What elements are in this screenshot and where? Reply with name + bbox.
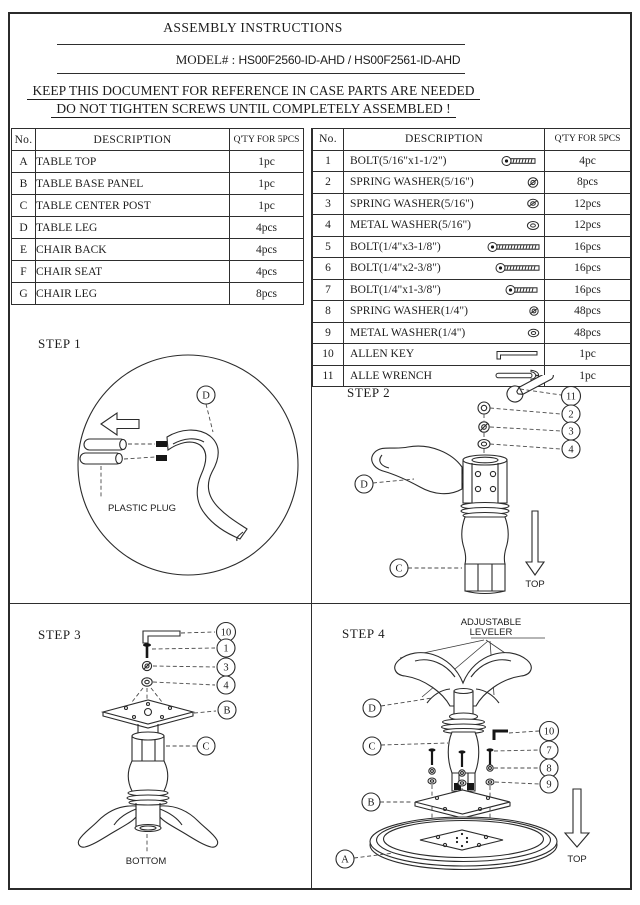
bolt-icon	[495, 262, 541, 274]
callout-2	[562, 405, 580, 423]
model-divider	[57, 73, 465, 74]
table-row: G CHAIR LEG 8pcs	[12, 283, 304, 305]
center-post-drawing	[461, 455, 509, 594]
bolt-drawing	[143, 643, 151, 658]
top-label: TOP	[525, 579, 545, 590]
nut-drawing	[478, 402, 490, 414]
parts-table	[11, 128, 304, 305]
warning-block	[10, 82, 497, 118]
table-row: 3 SPRING WASHER(5/16") 12pcs	[313, 193, 631, 215]
top-label: TOP	[567, 854, 587, 865]
model-line	[68, 52, 568, 68]
callout-4	[217, 676, 235, 694]
allen-key-drawing	[494, 731, 508, 740]
callout-11	[562, 387, 581, 406]
svg-text:A: A	[341, 854, 349, 866]
base-panel-drawing	[415, 790, 510, 818]
dowel-pin	[156, 455, 167, 461]
step4-label: STEP 4	[342, 626, 386, 641]
metal-washer-icon	[526, 327, 541, 339]
svg-text:1: 1	[223, 643, 229, 655]
step3-diagram	[10, 603, 312, 888]
table-row: 8 SPRING WASHER(1/4") 48pcs	[313, 301, 631, 323]
page-title: ASSEMBLY INSTRUCTIONS	[163, 20, 343, 35]
table-leg-drawing	[167, 430, 247, 541]
callout-d	[355, 475, 373, 493]
model-number: HS00F2560-ID-AHD / HS00F2561-ID-AHD	[238, 53, 461, 67]
callout-7	[540, 741, 558, 759]
pedestal-base-drawing	[78, 803, 217, 847]
col-header-description: DESCRIPTION	[36, 129, 230, 151]
adjustable-leveler-label: ADJUSTABLE	[460, 617, 522, 628]
step4-diagram	[312, 603, 630, 888]
arrow-left-icon	[101, 413, 139, 435]
center-post-drawing	[127, 724, 169, 805]
spring-washer-icon	[527, 305, 541, 317]
callout-3	[562, 422, 580, 440]
callout-1	[217, 639, 235, 657]
spring-washer-icon	[525, 176, 541, 189]
table-row: 4 METAL WASHER(5/16") 12pcs	[313, 215, 631, 237]
callout-9	[540, 775, 558, 793]
table-row: 7 BOLT(1/4"x1-3/8") 16pcs	[313, 279, 631, 301]
svg-text:B: B	[367, 797, 375, 809]
callout-c	[363, 737, 381, 755]
table-top-drawing	[370, 817, 557, 870]
table-row: D TABLE LEG 4pcs	[12, 217, 304, 239]
bolt-icon	[505, 284, 541, 296]
wrench-drawing	[504, 375, 556, 405]
metal-washer-drawing	[478, 440, 490, 449]
svg-text:3: 3	[568, 426, 574, 438]
callout-b	[362, 793, 380, 811]
plastic-plug	[80, 439, 126, 464]
callout-3	[217, 658, 235, 676]
table-row: F CHAIR SEAT 4pcs	[12, 261, 304, 283]
bolt-drawing	[429, 748, 494, 767]
allen-key-icon	[493, 348, 541, 360]
table-leg-drawing	[372, 446, 463, 494]
svg-text:10: 10	[543, 726, 555, 738]
metal-washer-icon	[525, 219, 541, 232]
table-header-row	[313, 129, 631, 151]
svg-text:D: D	[202, 390, 210, 402]
table-row: 10 ALLEN KEY 1pc	[313, 344, 631, 366]
step1-diagram	[10, 298, 311, 601]
callout-a	[336, 850, 354, 868]
plastic-plug-label: PLASTIC PLUG	[107, 503, 177, 514]
callout-c	[390, 559, 408, 577]
col-header-no: No.	[12, 129, 36, 151]
step1-label: STEP 1	[38, 336, 82, 351]
svg-text:D: D	[360, 479, 368, 491]
title-divider	[57, 44, 465, 45]
svg-text:11: 11	[565, 391, 577, 403]
svg-text:7: 7	[546, 745, 552, 757]
table-row: 9 METAL WASHER(1/4") 48pcs	[313, 322, 631, 344]
callout-d	[197, 386, 215, 404]
col-header-qty: Q'TY FOR 5PCS	[545, 129, 631, 151]
table-row: 5 BOLT(1/4"x3-1/8") 16pcs	[313, 236, 631, 258]
table-row: E CHAIR BACK 4pcs	[12, 239, 304, 261]
table-row: 6 BOLT(1/4"x2-3/8") 16pcs	[313, 258, 631, 280]
svg-text:2: 2	[568, 409, 574, 421]
table-row: A TABLE TOP 1pc	[12, 151, 304, 173]
dowel-pin	[156, 441, 167, 447]
bolt-icon	[501, 155, 541, 167]
allen-key-drawing	[143, 631, 180, 643]
spring-washer-drawing	[142, 661, 151, 670]
svg-text:8: 8	[546, 763, 552, 775]
svg-text:D: D	[368, 703, 376, 715]
arrow-down-icon	[526, 511, 544, 575]
svg-text:C: C	[202, 741, 210, 753]
adjustable-leveler-label: LEVELER	[469, 627, 513, 638]
callout-d	[363, 699, 381, 717]
table-row: 11 ALLE WRENCH 1pc	[313, 365, 631, 387]
spring-washer-icon	[525, 197, 541, 210]
hardware-table	[312, 128, 631, 387]
svg-text:4: 4	[223, 680, 229, 692]
callout-8	[540, 759, 558, 777]
base-panel-drawing	[103, 700, 193, 728]
step2-label: STEP 2	[347, 385, 391, 400]
table-row: 2 SPRING WASHER(5/16") 8pcs	[313, 172, 631, 194]
spring-washer-drawing	[479, 422, 489, 432]
table-row: 1 BOLT(5/16"x1-1/2") 4pc	[313, 150, 631, 172]
table-row: B TABLE BASE PANEL 1pc	[12, 173, 304, 195]
svg-text:B: B	[223, 705, 231, 717]
col-header-description: DESCRIPTION	[344, 129, 545, 151]
table-header-row	[12, 129, 304, 151]
callout-4	[562, 440, 580, 458]
model-label: MODEL# :	[175, 52, 236, 67]
step2-diagram	[312, 375, 630, 603]
step3-label: STEP 3	[38, 627, 82, 642]
table-row: C TABLE CENTER POST 1pc	[12, 195, 304, 217]
svg-text:C: C	[368, 741, 376, 753]
svg-text:10: 10	[220, 627, 232, 639]
svg-text:C: C	[395, 563, 403, 575]
document-page	[8, 12, 632, 890]
callout-10	[540, 722, 559, 741]
arrow-down-icon	[565, 789, 589, 847]
svg-text:3: 3	[223, 662, 229, 674]
col-header-no: No.	[313, 129, 344, 151]
bolt-icon	[487, 241, 541, 253]
bottom-label: BOTTOM	[125, 856, 167, 867]
col-header-qty: Q'TY FOR 5PCS	[230, 129, 304, 151]
svg-text:9: 9	[546, 779, 552, 791]
warning-line-2: DO NOT TIGHTEN SCREWS UNTIL COMPLETELY ASSEMBLED !	[51, 101, 455, 118]
detail-circle	[78, 355, 298, 575]
svg-text:4: 4	[568, 444, 574, 456]
callout-b	[218, 701, 236, 719]
callout-c	[197, 737, 215, 755]
metal-washer-drawing	[142, 678, 152, 686]
warning-line-1: KEEP THIS DOCUMENT FOR REFERENCE IN CASE PARTS ARE NEEDED	[27, 83, 479, 100]
